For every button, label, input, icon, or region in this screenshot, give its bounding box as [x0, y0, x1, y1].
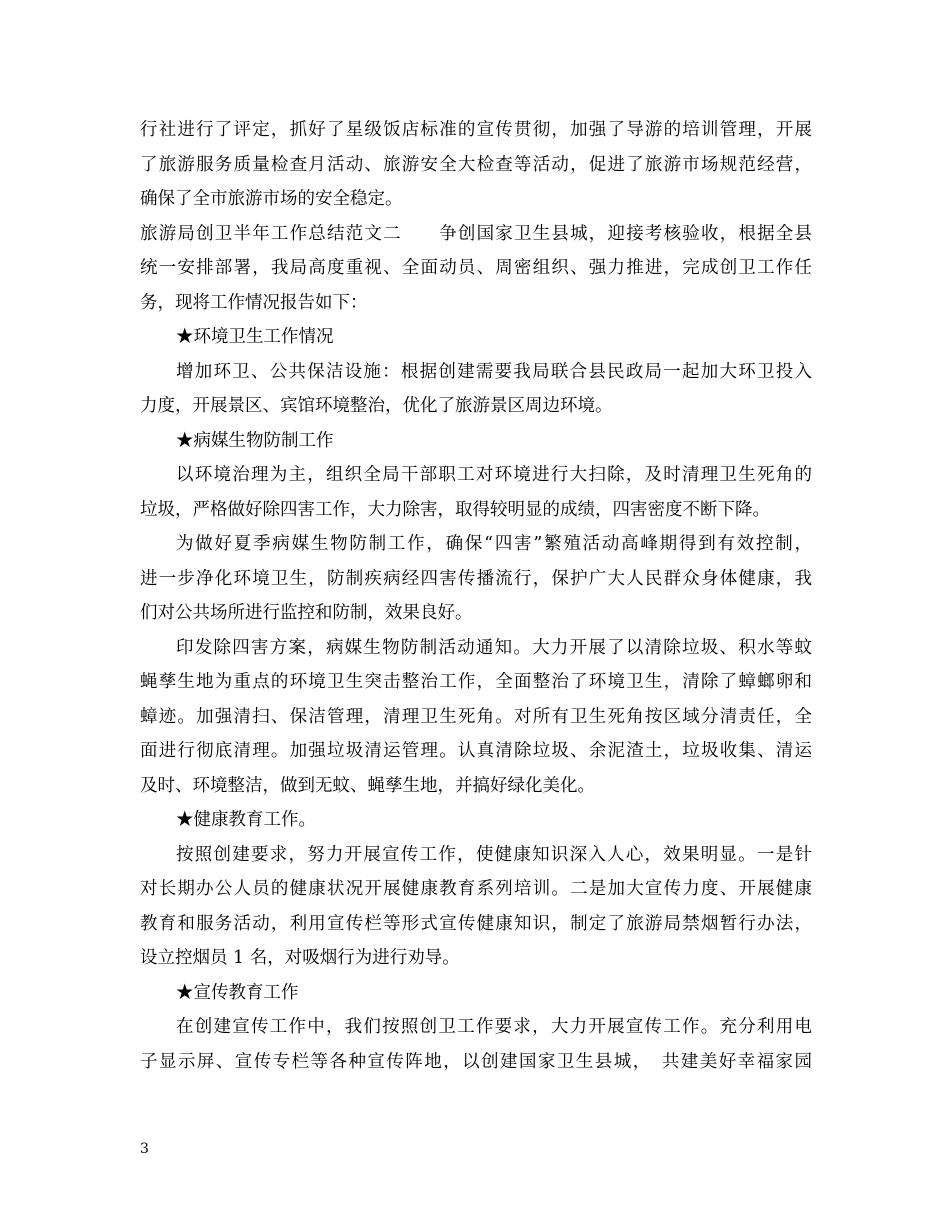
text-line: 子显示屏、宣传专栏等各种宣传阵地，以创建国家卫生县城， 共建美好幸福家园	[140, 1051, 812, 1072]
text-line: 对长期办公人员的健康状况开展健康教育系列培训。二是加大宣传力度、开展健康	[140, 879, 812, 899]
text-line: 进一步净化环境卫生，防制疾病经四害传播流行，保护广大人民群众身体健康，我	[140, 568, 812, 589]
text-line: 行社进行了评定，抓好了星级饭店标准的宣传贯彻，加强了导游的培训管理，开展	[140, 120, 812, 140]
text-line: 教育和服务活动，利用宣传栏等形式宣传健康知识，制定了旅游局禁烟暂行办法，	[140, 913, 812, 934]
text-line: 及时、环境整洁，做到无蚊、蝇孳生地，并搞好绿化美化。	[140, 775, 595, 796]
text-line: 垃圾，严格做好除四害工作，大力除害，取得较明显的成绩，四害密度不断下降。	[140, 499, 770, 520]
text-line: ★环境卫生工作情况	[176, 327, 334, 347]
text-line: ★健康教育工作。	[176, 810, 316, 830]
document-page	[140, 113, 812, 1079]
text-line: 设立控烟员 1 名，对吸烟行为进行劝导。	[140, 948, 460, 968]
text-line: 确保了全市旅游市场的安全稳定。	[140, 189, 403, 209]
text-line: ★宣传教育工作	[176, 982, 299, 1003]
text-line: 们对公共场所进行监控和防制，效果良好。	[140, 603, 473, 623]
text-line: 为做好夏季病媒生物防制工作，确保“四害”繁殖活动高峰期得到有效控制，	[176, 534, 812, 554]
text-line: 蝇孳生地为重点的环境卫生突击整治工作，全面整治了环境卫生，清除了蟑螂卵和	[140, 672, 812, 692]
text-line: 增加环卫、公共保洁设施：根据创建需要我局联合县民政局一起加大环卫投入	[176, 361, 812, 382]
text-line: 了旅游服务质量检查月活动、旅游安全大检查等活动，促进了旅游市场规范经营，	[140, 154, 812, 175]
text-line: ★病媒生物防制工作	[176, 430, 334, 451]
text-line: 在创建宣传工作中，我们按照创卫工作要求，大力开展宣传工作。充分利用电	[176, 1017, 812, 1037]
text-line: 蟑迹。加强清扫、保洁管理，清理卫生死角。对所有卫生死角按区域分清责任，全	[140, 706, 812, 727]
text-line: 力度，开展景区、宾馆环境整治，优化了旅游景区周边环境。	[140, 396, 613, 416]
text-line: 务，现将工作情况报告如下：	[140, 292, 368, 313]
text-line: 以环境治理为主，组织全局干部职工对环境进行大扫除，及时清理卫生死角的	[176, 465, 812, 485]
text-line: 统一安排部署，我局高度重视、全面动员、周密组织、强力推进，完成创卫工作任	[140, 258, 812, 278]
text-line: 面进行彻底清理。加强垃圾清运管理。认真清除垃圾、余泥渣土，垃圾收集、清运	[140, 741, 812, 761]
text-line: 按照创建要求，努力开展宣传工作，使健康知识深入人心，效果明显。一是针	[176, 844, 812, 865]
text-line: 印发除四害方案，病媒生物防制活动通知。大力开展了以清除垃圾、积水等蚊	[176, 637, 812, 658]
page-number: 3	[140, 1141, 149, 1157]
text-line: 旅游局创卫半年工作总结范文二 争创国家卫生县城，迎接考核验收，根据全县	[140, 223, 812, 244]
